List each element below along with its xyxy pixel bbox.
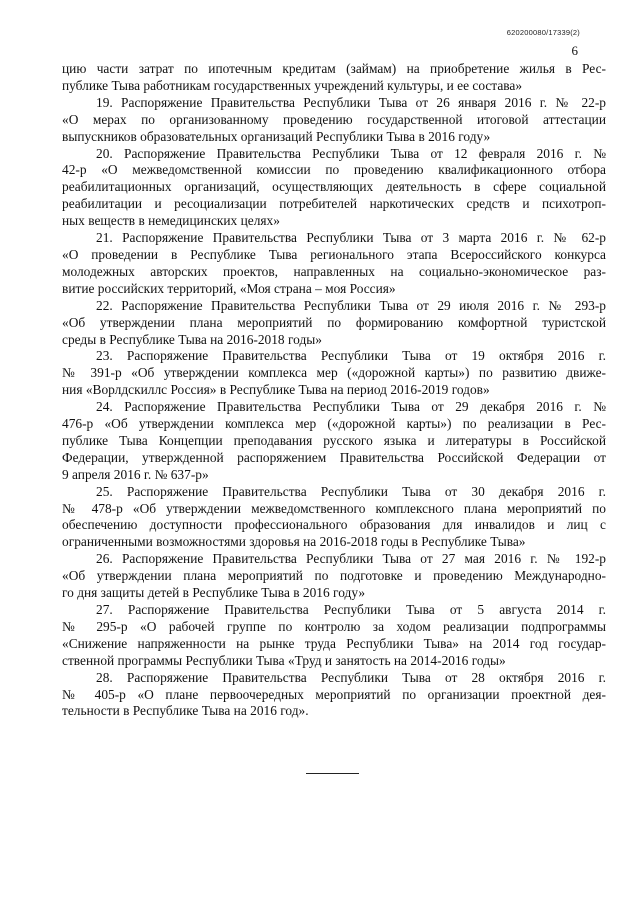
document-code: 620200080/17339(2) [506,28,580,37]
text-line: реабилитации и ресоциализации потребителей наркотических средств и психотроп- [62,196,606,212]
text-line: тельности в Республике Тыва на 2016 год». [62,703,309,719]
text-line: ограниченными возможностями здоровья на 2016-2018 годы в Республике Тыва» [62,534,526,550]
text-line: 42-р «О межведомственной комиссии по проведению квалификационного отбора [62,162,606,178]
text-line: Федерации, утвержденной распоряжением Правительства Российской Федерации от [62,449,606,465]
text-line: публике Тыва Концепции преподавания русского языка и литературы в Российской [62,432,606,448]
end-separator-line [306,773,359,774]
text-line: цию части затрат по ипотечным кредитам (займам) на приобретение жилья в Рес- [62,61,606,76]
text-line: 22. Распоряжение Правительства Республики Тыва от 29 июля 2016 г. № 293-р [96,297,606,313]
text-line: молодежных авторских проектов, направленных на социально-экономическое раз- [62,263,606,279]
text-line: витие российских территорий, «Моя страна – моя Россия» [62,280,396,296]
text-line: го дня защиты детей в Республике Тыва в 2016 году» [62,585,366,601]
text-line: 20. Распоряжение Правительства Республики Тыва от 12 февраля 2016 г. № [96,145,606,161]
text-line: «О проведении в Республике Тыва регионального этапа Всероссийского конкурса [62,246,606,262]
text-line: выпускников образовательных организаций Республики Тыва в 2016 году» [62,128,491,144]
text-line: № 295-р «О рабочей группе по контролю за ходом реализации подпрограммы [62,618,606,634]
text-line: «Снижение напряженности на рынке труда Республики Тыва» на 2014 год государ- [62,635,606,651]
text-line: 27. Распоряжение Правительства Республики Тыва от 5 августа 2014 г. [96,602,606,617]
text-line: 28. Распоряжение Правительства Республики Тыва от 28 октября 2016 г. [96,669,606,685]
text-line: 24. Распоряжение Правительства Республики Тыва от 29 декабря 2016 г. № [96,399,606,415]
text-line: 23. Распоряжение Правительства Республики Тыва от 19 октября 2016 г. [96,348,606,364]
text-line: ния «Ворлдскиллс Россия» в Республике Тыва на период 2016-2019 годов» [62,382,490,398]
text-line: «Об утверждении плана мероприятий по подготовке и проведению Международно- [62,568,606,584]
text-line: «О мерах по организованному проведению государственной итоговой аттестации [62,111,606,127]
document-body [62,61,606,720]
text-line: № 405-р «О плане первоочередных мероприятий по организации проектной дея- [62,686,606,702]
text-line: 25. Распоряжение Правительства Республики Тыва от 30 декабря 2016 г. [96,483,606,499]
text-line: публике Тыва работникам государственных учреждений культуры, и ее состава» [62,77,523,93]
text-line: 26. Распоряжение Правительства Республики Тыва от 27 мая 2016 г. № 192-р [96,551,606,567]
text-line: обеспечению доступности профессионального образования для инвалидов и лиц с [62,517,606,533]
text-line: 19. Распоряжение Правительства Республики Тыва от 26 января 2016 г. № 22-р [96,94,606,110]
text-line: реабилитационных организаций, осуществляющих деятельность в сфере социальной [62,179,606,195]
text-line: 21. Распоряжение Правительства Республики Тыва от 3 марта 2016 г. № 62-р [96,230,606,246]
text-line: № 391-р «Об утверждении комплекса мер («дорожной карты») по развитию движе- [62,365,606,381]
text-line: среды в Республике Тыва на 2016-2018 годы» [62,331,322,347]
text-line: 476-р «Об утверждении комплекса мер («дорожной карты») по реализации в Рес- [62,416,606,432]
text-line: ных веществ в немедицинских целях» [62,213,280,229]
text-line: 9 апреля 2016 г. № 637-р» [62,466,209,482]
text-line: «Об утверждении плана мероприятий по формированию комфортной туристской [62,314,606,330]
text-line: № 478-р «Об утверждении межведомственного комплексного плана мероприятий по [62,500,606,516]
page-number: 6 [571,43,578,58]
text-line: ственной программы Республики Тыва «Труд и занятость на 2014-2016 годы» [62,652,506,668]
